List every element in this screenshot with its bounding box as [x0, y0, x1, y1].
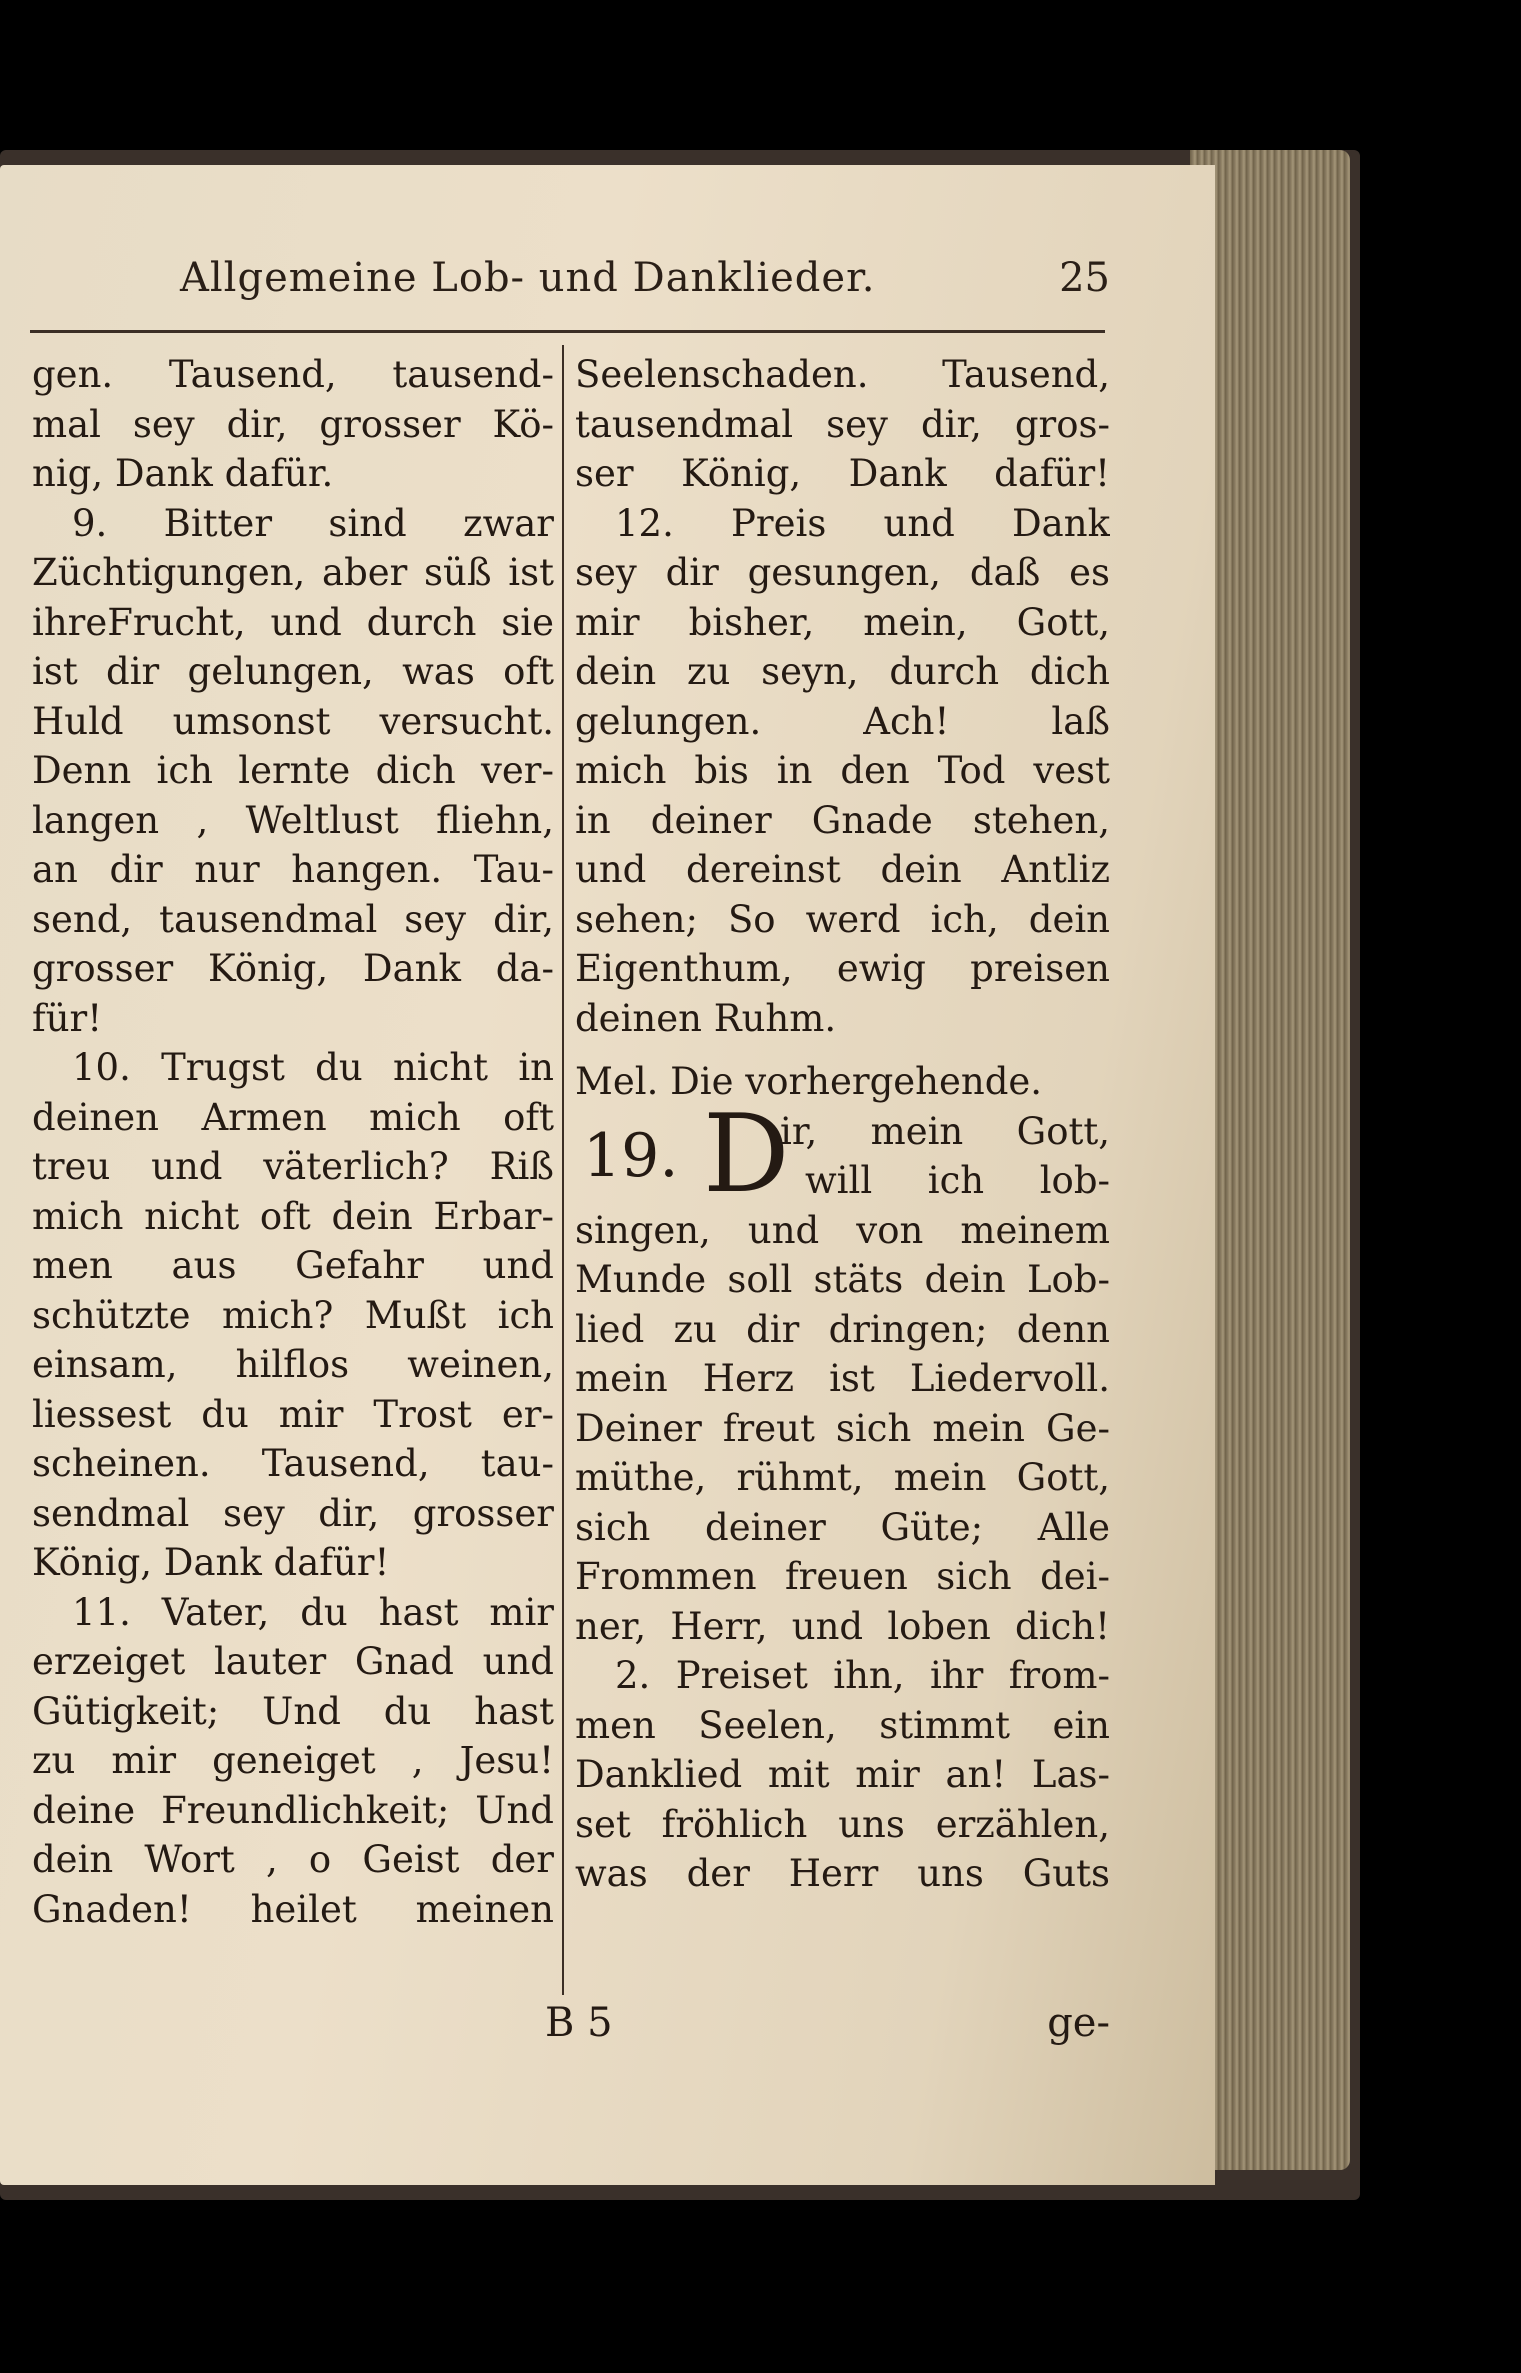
text-line: mich nicht oft dein Erbar-	[32, 1194, 554, 1238]
text-line: an dir nur hangen. Tau-	[32, 848, 554, 891]
text-line: ihreFrucht, und durch sie	[32, 600, 554, 644]
text-line: Denn ich lernte dich ver-	[32, 749, 554, 792]
text-line: deine Freundlichkeit; Und	[32, 1788, 554, 1832]
text-line: treu und väterlich? Riß	[32, 1145, 554, 1188]
text-line: sehen; So werd ich, dein	[575, 897, 1110, 941]
text-line: men aus Gefahr und	[32, 1244, 554, 1287]
text-line: deinen Ruhm.	[575, 996, 837, 1040]
text-line: was der Herr uns Guts	[575, 1852, 1110, 1895]
text-line: send, tausendmal sey dir,	[32, 897, 554, 941]
text-line: set fröhlich uns erzählen,	[575, 1802, 1110, 1846]
hymn-number: 19.	[583, 1120, 679, 1191]
text-line: ser König, Dank dafür!	[575, 452, 1110, 495]
text-line: dein zu seyn, durch dich	[575, 650, 1110, 693]
right-column	[575, 350, 1110, 1899]
text-line: gen. Tausend, tausend-	[32, 353, 554, 396]
text-line: will ich lob-	[805, 1159, 1110, 1202]
text-line: nig, Dank dafür.	[32, 452, 334, 495]
text-line: dein Wort , o Geist der	[32, 1838, 554, 1881]
text-line: Seelenschaden. Tausend,	[575, 353, 1110, 396]
text-line: mein Herz ist Liedervoll.	[575, 1357, 1110, 1400]
verse-2-start: 2. Preiset ihn, ihr from-	[615, 1654, 1110, 1697]
text-line: zu mir geneiget , Jesu!	[32, 1739, 554, 1782]
catchword: ge-	[1047, 2000, 1110, 2046]
text-line: langen , Weltlust fliehn,	[32, 798, 554, 842]
hymn-19-opening	[575, 1091, 1110, 1217]
text-line: sey dir gesungen, daß es	[575, 551, 1110, 594]
text-line: gelungen. Ach! laß	[575, 699, 1110, 743]
running-head	[30, 255, 1110, 315]
text-line: Gütigkeit; Und du hast	[32, 1689, 554, 1733]
text-line: grosser König, Dank da-	[32, 947, 554, 990]
header-rule	[30, 330, 1105, 333]
column-divider	[562, 345, 564, 1995]
text-line: Danklied mit mir an! Las-	[575, 1753, 1110, 1796]
text-line: sendmal sey dir, grosser	[32, 1491, 554, 1535]
verse-12-start: 12. Preis und Dank	[615, 501, 1110, 545]
text-line: Frommen freuen sich dei-	[575, 1555, 1110, 1598]
drop-cap-letter: D	[703, 1091, 790, 1217]
text-line: Deiner freut sich mein Ge-	[575, 1406, 1110, 1450]
text-line: müthe, rühmt, mein Gott,	[575, 1456, 1110, 1499]
text-line: tausendmal sey dir, gros-	[575, 402, 1110, 446]
text-line: Huld umsonst versucht.	[32, 699, 554, 743]
text-line: lied zu dir dringen; denn	[575, 1307, 1110, 1351]
text-line: Munde soll stäts dein Lob-	[575, 1258, 1110, 1301]
text-line: erzeiget lauter Gnad und	[32, 1640, 554, 1683]
text-line: Eigenthum, ewig preisen	[575, 947, 1110, 990]
text-line: ir, mein Gott,	[780, 1109, 1110, 1153]
page-footer	[30, 2000, 1110, 2060]
text-line: ist dir gelungen, was oft	[32, 650, 554, 693]
verse-11-start: 11. Vater, du hast mir	[72, 1590, 554, 1634]
text-line: mal sey dir, grosser Kö-	[32, 402, 554, 446]
melody-line: Mel. Die vorhergehende.	[575, 1060, 1043, 1103]
text-line: Gnaden! heilet meinen	[32, 1887, 554, 1931]
text-line: König, Dank dafür!	[32, 1541, 390, 1584]
verse-9-start: 9. Bitter sind zwar	[72, 501, 554, 545]
text-line: schützte mich? Mußt ich	[32, 1293, 554, 1337]
text-line: für!	[32, 996, 103, 1040]
text-line: liessest du mir Trost er-	[32, 1392, 554, 1436]
text-line: mir bisher, mein, Gott,	[575, 600, 1110, 644]
text-line: mich bis in den Tod vest	[575, 749, 1110, 792]
text-line: singen, und von meinem	[575, 1208, 1110, 1252]
text-line: sich deiner Güte; Alle	[575, 1505, 1110, 1549]
verse-10-start: 10. Trugst du nicht in	[72, 1046, 554, 1089]
left-column	[32, 350, 554, 1934]
signature-mark: B 5	[545, 2000, 613, 2046]
text-line: men Seelen, stimmt ein	[575, 1703, 1110, 1747]
text-line: in deiner Gnade stehen,	[575, 798, 1110, 842]
text-line: scheinen. Tausend, tau-	[32, 1442, 554, 1485]
page-number: 25	[1059, 255, 1110, 301]
text-line: ner, Herr, und loben dich!	[575, 1604, 1110, 1648]
text-line: einsam, hilflos weinen,	[32, 1343, 554, 1386]
text-line: Züchtigungen, aber süß ist	[32, 551, 554, 594]
text-line: und dereinst dein Antliz	[575, 848, 1110, 891]
text-line: deinen Armen mich oft	[32, 1095, 554, 1139]
running-head-title: Allgemeine Lob- und Danklieder.	[180, 255, 876, 301]
